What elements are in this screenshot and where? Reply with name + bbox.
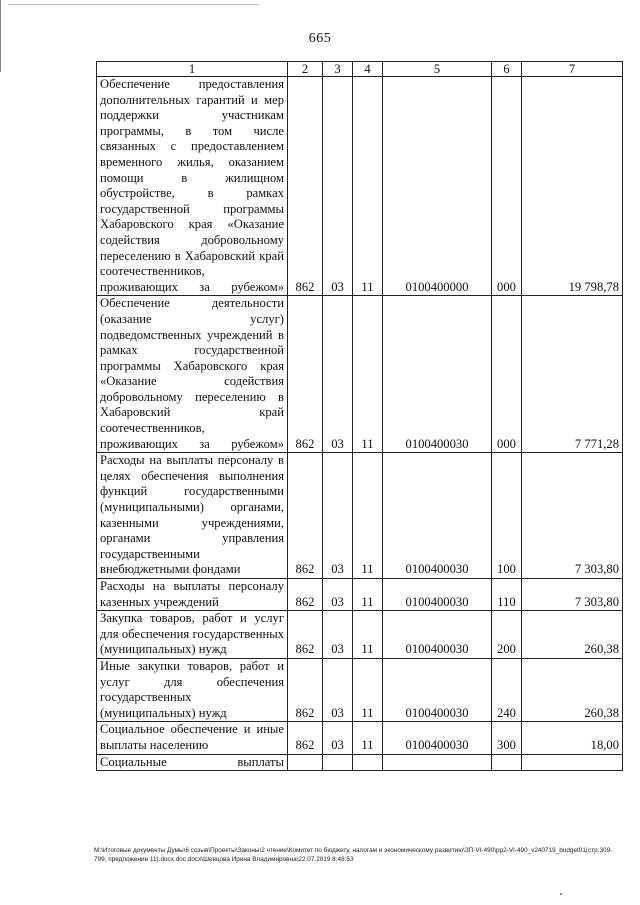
amount: 7 771,28 [522, 296, 623, 453]
section-code: 03 [323, 611, 353, 659]
table-row [97, 722, 623, 754]
table-row [97, 453, 623, 579]
section-code: 03 [323, 453, 353, 579]
subsection-code [353, 754, 383, 771]
page-number: 665 [308, 31, 332, 46]
expense-type-code: 300 [492, 722, 522, 754]
expense-type-code: 110 [492, 579, 522, 611]
ministry-code: 862 [288, 579, 323, 611]
table-row [97, 611, 623, 659]
expense-type-code: 200 [492, 611, 522, 659]
table-row [97, 658, 623, 721]
expense-type-code: 000 [492, 77, 522, 296]
section-code: 03 [323, 77, 353, 296]
target-code [383, 754, 492, 771]
amount [522, 754, 623, 771]
target-code: 0100400030 [383, 611, 492, 659]
column-header: 6 [492, 62, 522, 77]
column-header: 7 [522, 62, 623, 77]
target-code: 0100400000 [383, 77, 492, 296]
row-description: Иные закупки товаров, работ и услуг для обеспечения государственных (муниципальных) нужд [97, 658, 288, 721]
section-code: 03 [323, 296, 353, 453]
target-code: 0100400030 [383, 296, 492, 453]
expense-type-code: 000 [492, 296, 522, 453]
target-code: 0100400030 [383, 453, 492, 579]
column-header: 4 [353, 62, 383, 77]
ministry-code: 862 [288, 722, 323, 754]
ministry-code: 862 [288, 296, 323, 453]
subsection-code: 11 [353, 77, 383, 296]
document-path-footer: M:\Итоговые документы Думы\6 созыв\Проекты\Законы\2 чтение\Комитет по бюджету, налогам и экономическому развитию\ЗП-VI-490\рр2-VI-490_v240719_budget01(стр.309-799, предложение 11).docx.doc.docx\Шевцова Ирина Владимировна\22.07.2019 8:48:53 [94, 847, 613, 863]
table-row [97, 77, 623, 296]
column-header: 3 [323, 62, 353, 77]
column-header: 5 [383, 62, 492, 77]
scan-dot [560, 893, 562, 895]
table-row [97, 579, 623, 611]
subsection-code: 11 [353, 579, 383, 611]
row-description: Социальное обеспечение и иные выплаты населению [97, 722, 288, 754]
scan-artifact [8, 4, 258, 5]
ministry-code: 862 [288, 453, 323, 579]
row-description: Обеспечение предоставления дополнительных гарантий и мер поддержки участникам программы, в том числе связанных с предоставлением временного жилья, оказанием помощи в жилищном обустройстве, в рамках государственной программы Хабаровского края «Оказание содействия добровольному переселению в Хабаровский край соотечественников, проживающих за рубежом» [97, 77, 288, 296]
column-header: 2 [288, 62, 323, 77]
section-code [323, 754, 353, 771]
ministry-code [288, 754, 323, 771]
row-description: Расходы на выплаты персоналу в целях обеспечения выполнения функций государственными (муниципальными) органами, казенными учреждениями, органами управления государственными внебюджетными фондами [97, 453, 288, 579]
subsection-code: 11 [353, 453, 383, 579]
expense-type-code [492, 754, 522, 771]
subsection-code: 11 [353, 722, 383, 754]
section-code: 03 [323, 722, 353, 754]
subsection-code: 11 [353, 658, 383, 721]
amount: 7 303,80 [522, 453, 623, 579]
subsection-code: 11 [353, 296, 383, 453]
column-header: 1 [97, 62, 288, 77]
subsection-code: 11 [353, 611, 383, 659]
target-code: 0100400030 [383, 722, 492, 754]
ministry-code: 862 [288, 77, 323, 296]
amount: 19 798,78 [522, 77, 623, 296]
section-code: 03 [323, 658, 353, 721]
budget-table [96, 61, 623, 771]
row-description: Обеспечение деятельности (оказание услуг) подведомственных учреждений в рамках государственной программы Хабаровского края «Оказание содействия добровольному переселению в Хабаровский край соотечественников, проживающих за рубежом» [97, 296, 288, 453]
section-code: 03 [323, 579, 353, 611]
target-code: 0100400030 [383, 658, 492, 721]
amount: 18,00 [522, 722, 623, 754]
table-row [97, 296, 623, 453]
row-description: Социальные выплаты [97, 754, 288, 771]
ministry-code: 862 [288, 611, 323, 659]
amount: 260,38 [522, 658, 623, 721]
expense-type-code: 240 [492, 658, 522, 721]
table-row [97, 754, 623, 771]
amount: 7 303,80 [522, 579, 623, 611]
amount: 260,38 [522, 611, 623, 659]
row-description: Расходы на выплаты персоналу казенных учреждений [97, 579, 288, 611]
target-code: 0100400030 [383, 579, 492, 611]
column-number-row [97, 62, 623, 77]
ministry-code: 862 [288, 658, 323, 721]
expense-type-code: 100 [492, 453, 522, 579]
row-description: Закупка товаров, работ и услуг для обеспечения государственных (муниципальных) нужд [97, 611, 288, 659]
